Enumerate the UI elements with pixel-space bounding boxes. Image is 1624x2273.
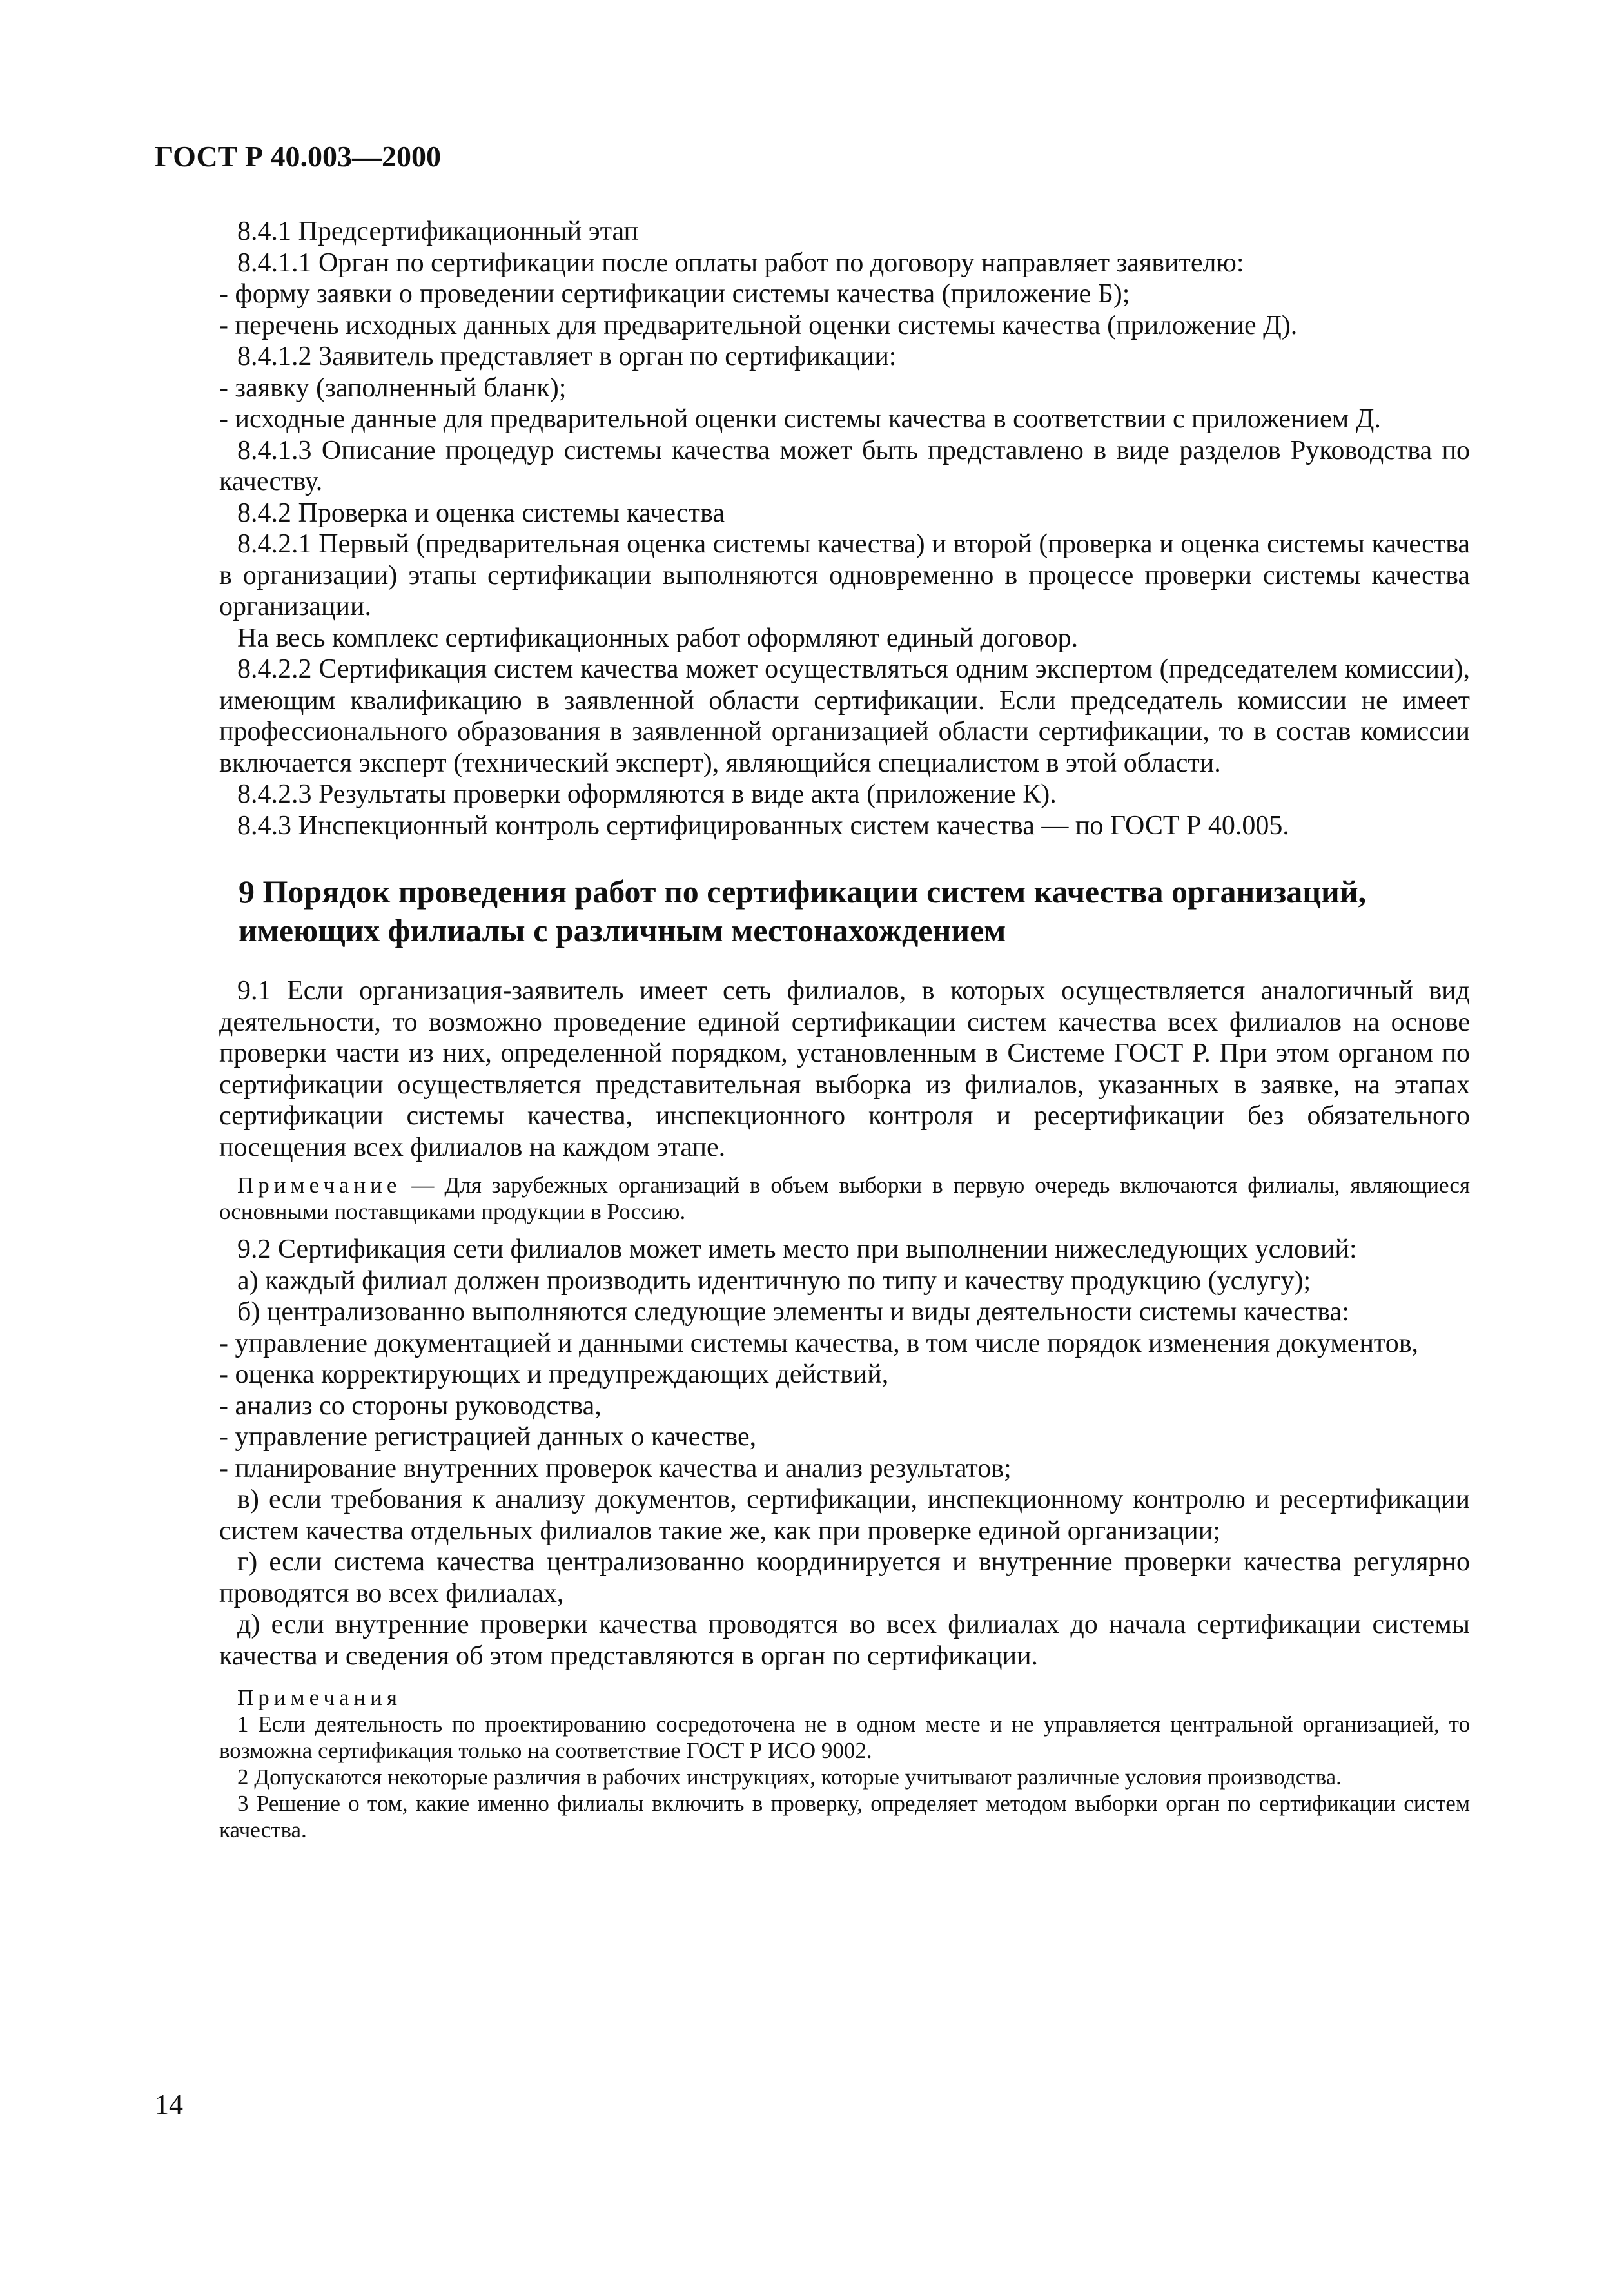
clause-8-4-2-2: 8.4.2.2 Сертификация систем качества может осуществляться одним экспертом (председателем комиссии), имеющим квалификацию в заявленной области сертификации. Если председатель комиссии не имеет профессионального образования в заявленной организацией области сертификации, то в состав комиссии включается эксперт (технический эксперт), являющийся специалистом в этой области. bbox=[219, 654, 1470, 778]
list-item: - перечень исходных данных для предварительной оценки системы качества (приложение Д). bbox=[219, 310, 1298, 340]
notes-heading: Примечания bbox=[237, 1685, 402, 1710]
clause-8-4-2-3: 8.4.2.3 Результаты проверки оформляются в виде акта (приложение К). bbox=[237, 779, 1057, 809]
list-item: - управление документацией и данными системы качества, в том числе порядок изменения документов, bbox=[219, 1328, 1419, 1358]
note bbox=[219, 1172, 1470, 1225]
note-2: 2 Допускаются некоторые различия в рабочих инструкциях, которые учитывают различные условия производства. bbox=[237, 1764, 1342, 1790]
list-item: - планирование внутренних проверок качества и анализ результатов; bbox=[219, 1453, 1012, 1483]
note-label: Примечание bbox=[237, 1173, 402, 1198]
clause-8-4-2-1: 8.4.2.1 Первый (предварительная оценка системы качества) и второй (проверка и оценка системы качества в организации) этапы сертификации выполняются одновременно в процессе проверки системы качества организации. bbox=[219, 529, 1470, 621]
paragraph: На весь комплекс сертификационных работ оформляют единый договор. bbox=[237, 623, 1079, 653]
clause-8-4-1-1: 8.4.1.1 Орган по сертификации после оплаты работ по договору направляет заявителю: bbox=[237, 248, 1244, 278]
clause-9-2: 9.2 Сертификация сети филиалов может иметь место при выполнении нижеследующих условий: bbox=[237, 1234, 1357, 1264]
list-item: - анализ со стороны руководства, bbox=[219, 1390, 602, 1421]
condition-e: д) если внутренние проверки качества проводятся во всех филиалах до начала сертификации системы качества и сведения об этом представляются в орган по сертификации. bbox=[219, 1610, 1470, 1671]
page-number: 14 bbox=[155, 2089, 183, 2120]
list-item: - управление регистрацией данных о качестве, bbox=[219, 1422, 757, 1452]
clause-8-4-1: 8.4.1 Предсертификационный этап bbox=[237, 217, 639, 246]
standard-designation: ГОСТ Р 40.003—2000 bbox=[155, 140, 441, 173]
note-3: 3 Решение о том, какие именно филиалы включить в проверку, определяет методом выборки орган по сертификации систем качества. bbox=[219, 1791, 1470, 1842]
condition-c: в) если требования к анализу документов, сертификации, инспекционному контролю и ресертификации систем качества отдельных филиалов такие же, как при проверке единой организации; bbox=[219, 1485, 1470, 1546]
section-9-heading: 9 Порядок проведения работ по сертификации систем качества организаций, имеющих филиалы с различным местонахождением bbox=[239, 873, 1367, 948]
condition-a: а) каждый филиал должен производить идентичную по типу и качеству продукцию (услугу); bbox=[237, 1265, 1311, 1296]
note-text: — Для зарубежных организаций в объем выборки в первую очередь включаются филиалы, являющиеся основными поставщиками продукции в Россию. bbox=[219, 1173, 1470, 1224]
list-item: - исходные данные для предварительной оценки системы качества в соответствии с приложением Д. bbox=[219, 404, 1381, 434]
condition-b: б) централизованно выполняются следующие элементы и виды деятельности системы качества: bbox=[237, 1297, 1349, 1327]
clause-8-4-1-2: 8.4.1.2 Заявитель представляет в орган по сертификации: bbox=[237, 342, 897, 371]
condition-d: г) если система качества централизованно координируется и внутренние проверки качества регулярно проводятся во всех филиалах, bbox=[219, 1547, 1470, 1608]
clause-8-4-1-3: 8.4.1.3 Описание процедур системы качества может быть представлено в виде разделов Руководства по качеству. bbox=[219, 435, 1470, 496]
list-item: - форму заявки о проведении сертификации системы качества (приложение Б); bbox=[219, 279, 1130, 309]
page-body bbox=[219, 216, 1470, 1843]
clause-9-1: 9.1 Если организация-заявитель имеет сеть филиалов, в которых осуществляется аналогичный вид деятельности, то возможно проведение единой сертификации систем качества всех филиалов на основе проверки части из них, определенной порядком, установленным в Системе ГОСТ Р. При этом органом по сертификации осуществляется представительная выборка из филиалов, указанных в заявке, на этапах сертификации системы качества, инспекционного контроля и ресертификации без обязательного посещения всех филиалов на каждом этапе. bbox=[219, 976, 1470, 1162]
list-item: - оценка корректирующих и предупреждающих действий, bbox=[219, 1360, 889, 1389]
list-item: - заявку (заполненный бланк); bbox=[219, 373, 567, 403]
clause-8-4-3: 8.4.3 Инспекционный контроль сертифицированных систем качества — по ГОСТ Р 40.005. bbox=[237, 810, 1289, 841]
note-1: 1 Если деятельность по проектированию сосредоточена не в одном месте и не управляется центральной организацией, то возможна сертификация только на соответствие ГОСТ Р ИСО 9002. bbox=[219, 1712, 1470, 1763]
clause-8-4-2: 8.4.2 Проверка и оценка системы качества bbox=[237, 498, 725, 528]
